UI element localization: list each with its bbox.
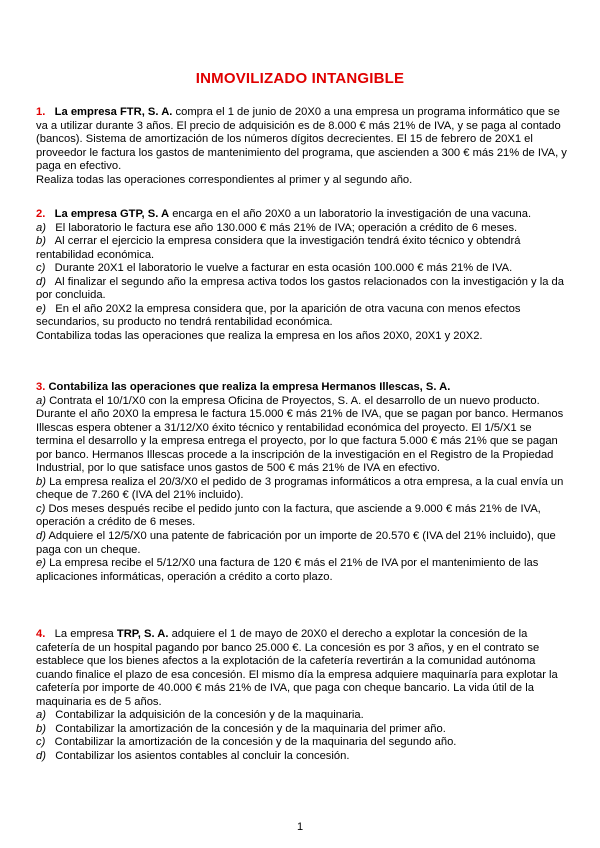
exercise-1-number: 1. [36,106,46,118]
exercise-3-item-b: b) La empresa realiza el 20/3/X0 el pedido de 3 programas informáticos a otra empresa, a la cual envía un cheque de 7.260 € (IVA del 21% incluido). [36,475,564,502]
exercise-2-statement [36,208,568,222]
exercise-2-number: 2. [36,208,46,220]
exercise-3-item-e: e) La empresa recibe el 5/12/X0 una factura de 120 € más el 21% de IVA por el mantenimiento de las aplicaciones informáticas, operación a crédito a corto plazo. [36,557,539,583]
exercise-2-text: encarga en el año 20X0 a un laboratorio la investigación de una vacuna. [169,208,532,220]
exercise-3 [36,381,568,584]
exercise-4-item-c: c) Contabilizar la amortización de la concesión y de la maquinaria del segundo año. [36,736,457,749]
exercise-1 [36,106,568,187]
exercise-3-number: 3. [36,381,46,393]
exercise-4-company: TRP, S. A. [116,628,169,640]
exercise-4-text: adquiere el 1 de mayo de 20X0 el derecho a explotar la concesión de la cafetería de un hospital pagando por banco 25.000 €. La concesión es por 3 años, y en el contrato se establece que los bienes afectos a la explotación de la cafetería revertirán a la comunidad autónoma cuando finalice el plazo de esa concesión. El mismo día la empresa adquiere maquinaría para explotar la cafetería por importe de 40.000 € más 21% de IVA, que paga con cheque bancario. La vida útil de la maquinaria es de 5 años. [36,628,558,708]
exercise-2-item-c: c) Durante 20X1 el laboratorio le vuelve a facturar en esta ocasión 100.000 € más 21% de IVA. [36,262,513,275]
exercise-3-statement [36,381,568,395]
exercise-1-company: La empresa FTR, S. A. [54,106,173,118]
exercise-4-item-d: d) Contabilizar los asientos contables al concluir la concesión. [36,749,350,762]
exercise-2-item-d: d) Al finalizar el segundo año la empresa activa todos los gastos relacionados con la investigación y la da por concluida. [36,275,565,302]
exercise-3-heading: Contabiliza las operaciones que realiza la empresa Hermanos Illescas, S. A. [48,381,451,393]
exercise-1-statement [36,106,568,174]
exercise-2-closing: Contabiliza todas las operaciones que realiza la empresa en los años 20X0, 20X1 y 20X2. [36,329,483,342]
exercise-4-number: 4. [36,628,46,640]
exercise-4 [36,628,568,763]
page-number: 1 [296,821,304,833]
exercise-2-item-b: b) Al cerrar el ejercicio la empresa considera que la investigación tendrá éxito técnico y obtendrá rentabilidad económica. [36,235,521,261]
page-title: INMOVILIZADO INTANGIBLE [195,70,405,87]
exercise-2-item-a: a) El laboratorio le factura ese año 130.000 € más 21% de IVA; operación a crédito de 6 meses. [36,221,518,234]
exercise-2 [36,208,568,343]
exercise-1-text: compra el 1 de junio de 20X0 a una empresa un programa informático que se va a utilizar durante 3 años. El precio de adquisición es de 8.000 € más 21% de IVA, y se paga al contado (bancos). Sistema de amortización de los números dígitos decrecientes. El 15 de febrero de 20X1 el proveedor le factura los gastos de mantenimiento del programa, que ascienden a 300 € más 21% de IVA, y paga en efectivo. [36,106,567,173]
exercise-1-closing: Realiza todas las operaciones correspondientes al primer y al segundo año. [36,173,413,186]
exercise-3-item-a: a) Contrata el 10/1/X0 con la empresa Oficina de Proyectos, S. A. el desarrollo de un nuevo producto. Durante el año 20X0 la empresa le factura 15.000 € más 21% de IVA, que se pagan por banco. Hermanos Illescas espera obtener a 31/12/X0 éxito técnico y rentabilidad económica del proyecto. El 1/5/X1 se termina el desarrollo y la empresa entrega el proyecto, por lo que factura 5.000 € más 21% que se pagan por banco. Hermanos Illescas procede a la inscripción de la investigación en el Registro de la Propiedad Industrial, por lo que satisface unos gastos de 500 € más 21% de IVA en efectivo. [36,394,564,475]
exercise-4-item-a: a) Contabilizar la adquisición de la concesión y de la maquinaria. [36,709,364,722]
exercise-2-item-e: e) En el año 20X2 la empresa considera que, por la aparición de otra vacuna con menos efectos secundarios, su producto no tendrá rentabilidad económica. [36,302,521,329]
exercise-3-item-c: c) Dos meses después recibe el pedido junto con la factura, que asciende a 9.000 € más 21% de IVA, operación a crédito de 6 meses. [36,502,541,529]
exercise-2-company: La empresa GTP, S. A [54,208,170,220]
exercise-4-item-b: b) Contabilizar la amortización de la concesión y de la maquinaria del primer año. [36,722,446,735]
exercise-4-statement: 4. La empresa TRP, S. A. adquiere el 1 de mayo de 20X0 el derecho a explotar la concesión de la cafetería de un hospital pagando por banco 25.000 €. La concesión es por 3 años, y en el contrato se establece que los bienes afectos a la explotación de la cafetería revertirán a la comunidad autónoma cuando finalice el plazo de esa concesión. El mismo día la empresa adquiere maquinaría para explotar la cafetería por importe de 40.000 € más 21% de IVA, que paga con cheque bancario. La vida útil de la maquinaria es de 5 años. [36,628,558,708]
exercise-3-item-d: d) Adquiere el 12/5/X0 una patente de fabricación por un importe de 20.570 € (IVA del 21% incluido), que paga con un cheque. [36,530,556,556]
